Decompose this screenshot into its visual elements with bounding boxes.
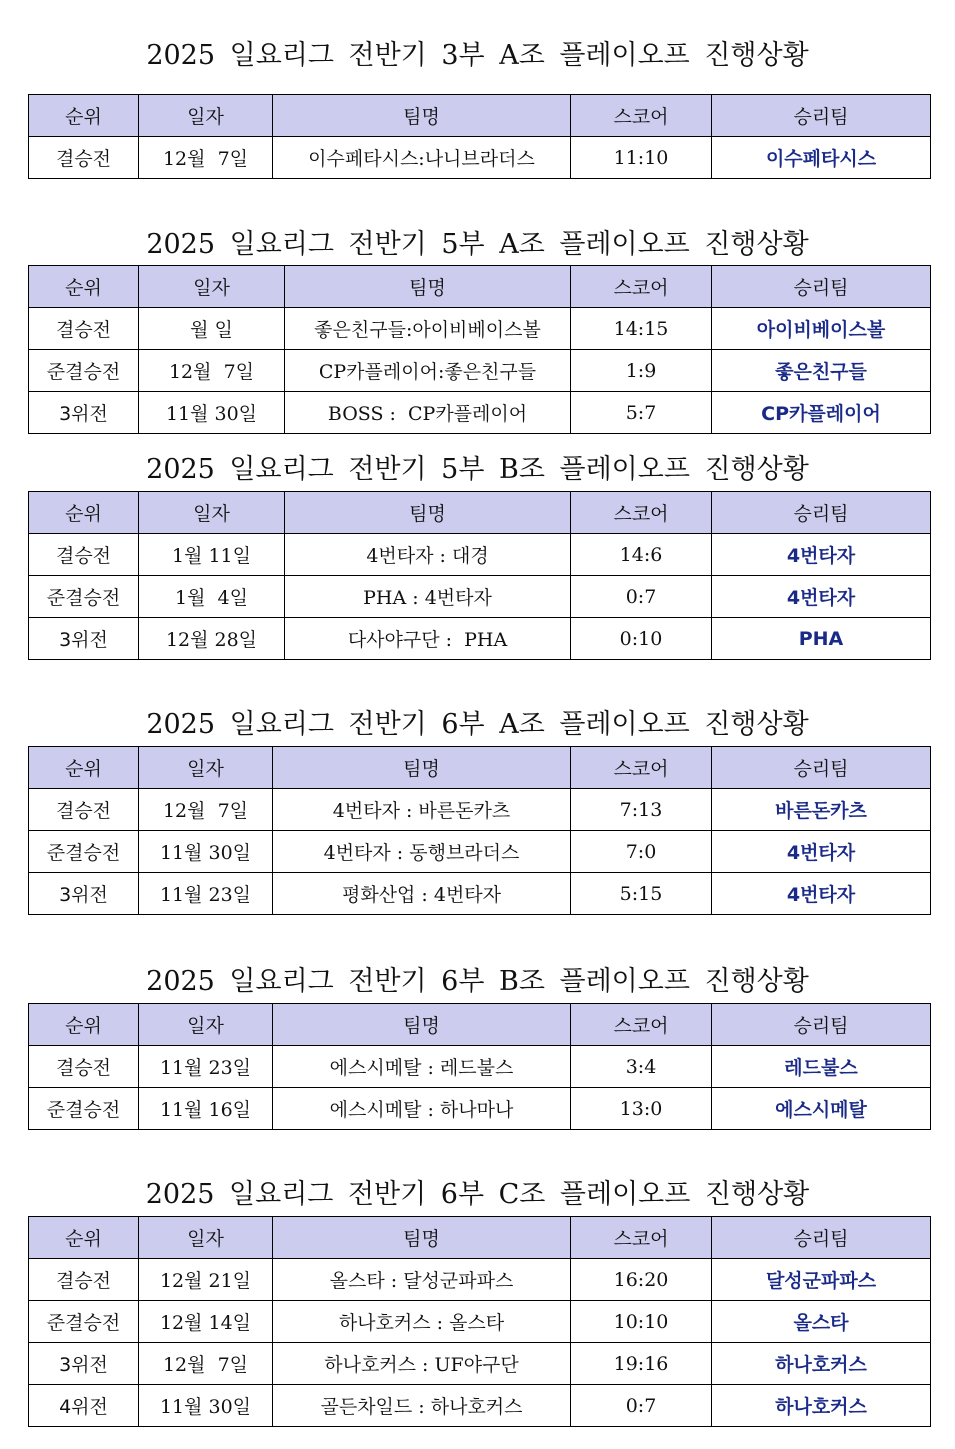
header-row [29,266,931,308]
header-date: 일자 [139,747,273,789]
cell-round: 준결승전 [29,831,139,873]
cell-date: 11월 16일 [139,1088,273,1130]
header-teams: 팀명 [273,1217,571,1259]
playoff-table [28,94,931,179]
table-row [29,350,931,392]
header-winner: 승리팀 [712,95,931,137]
cell-winner: PHA [712,618,931,660]
table-row [29,137,931,179]
cell-date: 12월 21일 [139,1259,273,1301]
cell-teams: 에스시메탈 : 레드불스 [273,1046,571,1088]
table-row [29,576,931,618]
cell-date: 월 일 [139,308,285,350]
header-rank: 순위 [29,492,139,534]
cell-score: 7:0 [571,831,712,873]
cell-date: 11월 23일 [139,873,273,915]
cell-score: 16:20 [571,1259,712,1301]
cell-round: 준결승전 [29,576,139,618]
cell-winner: 올스타 [712,1301,931,1343]
header-winner: 승리팀 [712,1217,931,1259]
header-row [29,747,931,789]
cell-score: 5:7 [571,392,712,434]
cell-round: 4위전 [29,1385,139,1427]
cell-winner: 바른돈카츠 [712,789,931,831]
cell-round: 3위전 [29,618,139,660]
section-title: 2025 일요리그 전반기 6부 C조 플레이오프 진행상황 [145,1179,810,1210]
cell-winner: 좋은친구들 [712,350,931,392]
table-row [29,1343,931,1385]
cell-date: 12월 7일 [139,1343,273,1385]
cell-teams: PHA : 4번타자 [285,576,571,618]
cell-winner: CP카플레이어 [712,392,931,434]
header-teams: 팀명 [273,747,571,789]
cell-teams: 4번타자 : 동행브라더스 [273,831,571,873]
cell-date: 12월 14일 [139,1301,273,1343]
header-date: 일자 [139,266,285,308]
cell-round: 결승전 [29,308,139,350]
cell-date: 11월 30일 [139,1385,273,1427]
header-score: 스코어 [571,1004,712,1046]
cell-date: 12월 28일 [139,618,285,660]
cell-score: 5:15 [571,873,712,915]
cell-date: 1월 4일 [139,576,285,618]
header-teams: 팀명 [273,1004,571,1046]
cell-round: 결승전 [29,789,139,831]
header-rank: 순위 [29,95,139,137]
table-row [29,1301,931,1343]
table-row [29,1046,931,1088]
cell-winner: 달성군파파스 [712,1259,931,1301]
cell-round: 결승전 [29,1046,139,1088]
cell-round: 결승전 [29,1259,139,1301]
cell-date: 12월 7일 [139,350,285,392]
cell-teams: 다사야구단 : PHA [285,618,571,660]
table-row [29,873,931,915]
cell-teams: 평화산업 : 4번타자 [273,873,571,915]
cell-score: 7:13 [571,789,712,831]
playoff-table [28,746,931,915]
section-title: 2025 일요리그 전반기 6부 A조 플레이오프 진행상황 [146,709,809,740]
header-winner: 승리팀 [712,747,931,789]
cell-round: 3위전 [29,1343,139,1385]
table-row [29,308,931,350]
header-date: 일자 [139,1004,273,1046]
playoff-table [28,1003,931,1130]
section-title: 2025 일요리그 전반기 6부 B조 플레이오프 진행상황 [146,966,809,997]
cell-date: 1월 11일 [139,534,285,576]
cell-round: 준결승전 [29,350,139,392]
header-score: 스코어 [571,95,712,137]
cell-winner: 레드불스 [712,1046,931,1088]
table-row [29,534,931,576]
header-teams: 팀명 [285,492,571,534]
cell-teams: CP카플레이어:좋은친구들 [285,350,571,392]
header-rank: 순위 [29,1217,139,1259]
header-score: 스코어 [571,492,712,534]
header-winner: 승리팀 [712,266,931,308]
playoff-table [28,265,931,434]
cell-teams: 올스타 : 달성군파파스 [273,1259,571,1301]
header-row [29,1004,931,1046]
cell-score: 1:9 [571,350,712,392]
section-title: 2025 일요리그 전반기 3부 A조 플레이오프 진행상황 [146,40,809,71]
cell-date: 11월 30일 [139,831,273,873]
cell-date: 11월 23일 [139,1046,273,1088]
playoff-table [28,491,931,660]
header-teams: 팀명 [273,95,571,137]
cell-score: 10:10 [571,1301,712,1343]
playoff-table [28,1216,931,1427]
cell-teams: 이수페타시스:나니브라더스 [273,137,571,179]
cell-score: 14:15 [571,308,712,350]
table-row [29,392,931,434]
header-teams: 팀명 [285,266,571,308]
section-title: 2025 일요리그 전반기 5부 A조 플레이오프 진행상황 [146,229,809,260]
table-row [29,1088,931,1130]
cell-teams: 하나호커스 : UF야구단 [273,1343,571,1385]
cell-score: 0:10 [571,618,712,660]
cell-winner: 하나호커스 [712,1343,931,1385]
section-title: 2025 일요리그 전반기 5부 B조 플레이오프 진행상황 [146,454,809,485]
cell-teams: 좋은친구들:아이비베이스볼 [285,308,571,350]
header-score: 스코어 [571,1217,712,1259]
cell-winner: 하나호커스 [712,1385,931,1427]
cell-score: 0:7 [571,1385,712,1427]
cell-winner: 4번타자 [712,534,931,576]
header-date: 일자 [139,492,285,534]
cell-score: 14:6 [571,534,712,576]
cell-teams: 4번타자 : 바른돈카츠 [273,789,571,831]
table-row [29,789,931,831]
header-date: 일자 [139,95,273,137]
cell-teams: 하나호커스 : 올스타 [273,1301,571,1343]
cell-winner: 이수페타시스 [712,137,931,179]
cell-score: 11:10 [571,137,712,179]
cell-round: 3위전 [29,392,139,434]
header-winner: 승리팀 [712,492,931,534]
cell-teams: 골든차일드 : 하나호커스 [273,1385,571,1427]
header-row [29,1217,931,1259]
cell-score: 13:0 [571,1088,712,1130]
header-row [29,95,931,137]
cell-round: 준결승전 [29,1088,139,1130]
cell-winner: 4번타자 [712,831,931,873]
table-row [29,831,931,873]
cell-teams: BOSS : CP카플레이어 [285,392,571,434]
table-row [29,618,931,660]
cell-winner: 에스시메탈 [712,1088,931,1130]
header-winner: 승리팀 [712,1004,931,1046]
cell-winner: 4번타자 [712,873,931,915]
header-rank: 순위 [29,1004,139,1046]
cell-score: 19:16 [571,1343,712,1385]
header-score: 스코어 [571,747,712,789]
cell-round: 3위전 [29,873,139,915]
cell-teams: 에스시메탈 : 하나마나 [273,1088,571,1130]
cell-date: 11월 30일 [139,392,285,434]
table-row [29,1385,931,1427]
cell-date: 12월 7일 [139,137,273,179]
cell-round: 준결승전 [29,1301,139,1343]
cell-winner: 4번타자 [712,576,931,618]
table-row [29,1259,931,1301]
header-score: 스코어 [571,266,712,308]
cell-round: 결승전 [29,534,139,576]
header-rank: 순위 [29,747,139,789]
cell-round: 결승전 [29,137,139,179]
cell-date: 12월 7일 [139,789,273,831]
cell-score: 3:4 [571,1046,712,1088]
cell-winner: 아이비베이스볼 [712,308,931,350]
header-date: 일자 [139,1217,273,1259]
header-row [29,492,931,534]
header-rank: 순위 [29,266,139,308]
cell-score: 0:7 [571,576,712,618]
cell-teams: 4번타자 : 대경 [285,534,571,576]
